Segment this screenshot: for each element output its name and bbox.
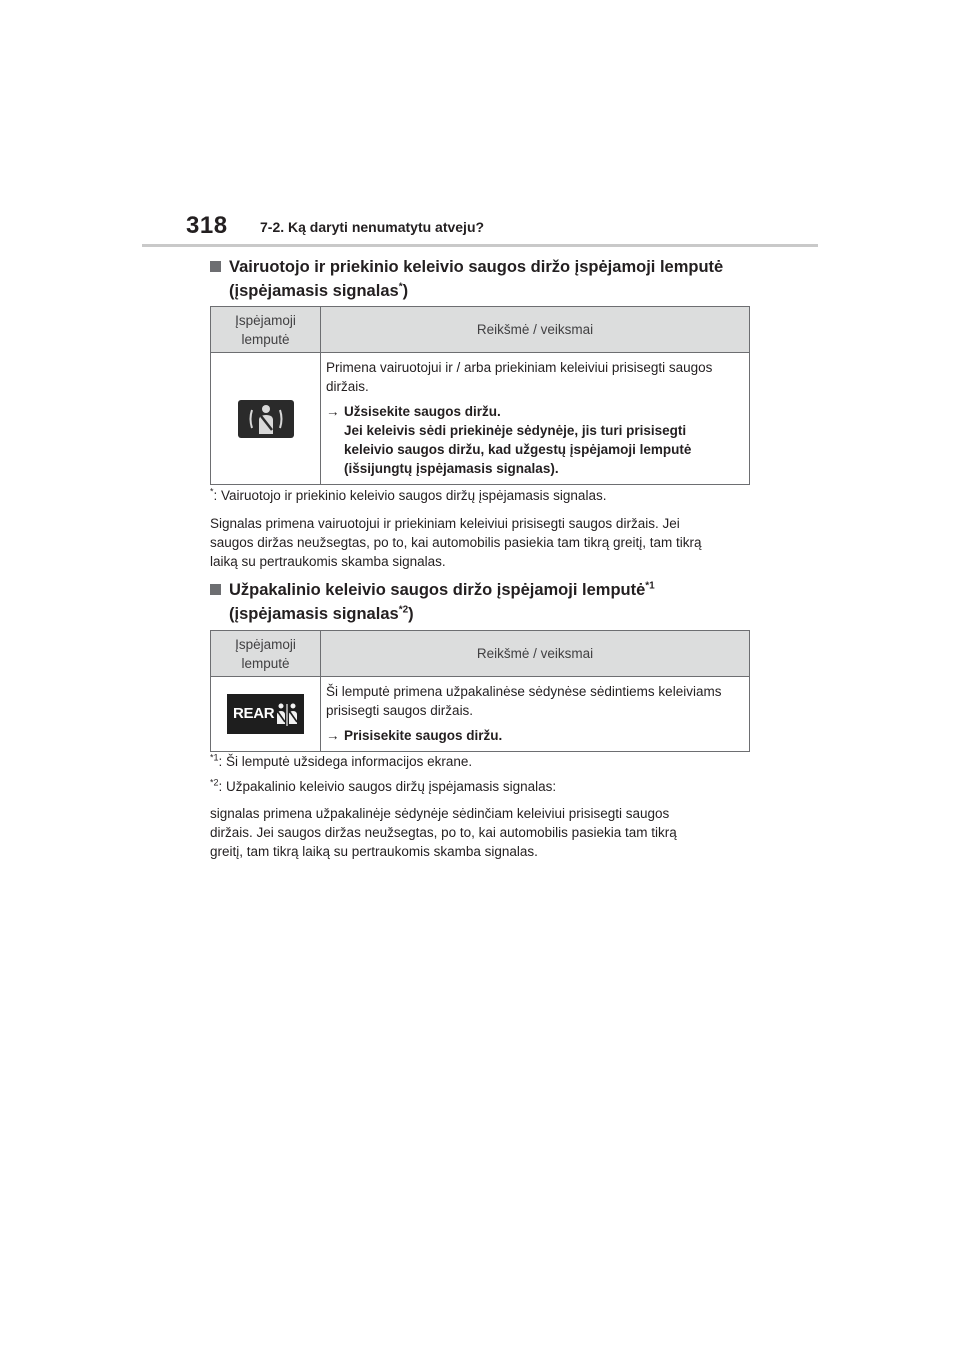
- page-number: 318: [186, 212, 228, 239]
- action-line: Prisisekite saugos diržu.: [344, 728, 503, 743]
- section1-heading: [210, 255, 770, 303]
- rear-icon-label: REAR: [233, 705, 275, 722]
- footnote: [210, 486, 755, 505]
- col-header-lamp-line1: Įspėjamoji: [235, 636, 296, 652]
- paragraph-line: Signalas primena vairuotojui ir priekiniam keleiviui prisisegti saugos diržais. Jei: [210, 516, 680, 531]
- table-row: [211, 677, 750, 752]
- action-line: (išsijungtų įspėjamasis signalas).: [344, 461, 559, 476]
- square-bullet-icon: [210, 261, 221, 272]
- footnote-marker: *1: [210, 752, 219, 763]
- table-header-row: [211, 631, 750, 677]
- action-line: Jei keleivis sėdi priekinėje sėdynėje, jis turi prisisegti: [344, 423, 687, 438]
- section2-heading-close: ): [408, 605, 414, 623]
- footnote-marker: *2: [210, 777, 219, 788]
- footnote-text: : Vairuotojo ir priekinio keleivio saugos diržų įspėjamasis signalas.: [213, 488, 607, 503]
- section2-heading-sup2: *2: [398, 604, 409, 616]
- section2-heading-text: Užpakalinio keleivio saugos diržo įspėjamoji lemputė: [229, 581, 646, 599]
- description-line: prisisegti saugos diržais.: [326, 703, 474, 718]
- description-cell: [321, 353, 750, 485]
- section2-heading-line2: [210, 602, 770, 626]
- section1-heading-line2: [210, 279, 770, 303]
- section1-heading-close: ): [402, 282, 409, 300]
- arrow-right-icon: →: [326, 404, 340, 419]
- page-header: [0, 0, 960, 250]
- paragraph-line: greitį, tam tikrą laiką su pertraukomis skamba signalas.: [210, 844, 538, 859]
- table-header-row: [211, 307, 750, 353]
- front-seatbelt-table: [210, 306, 750, 485]
- section1-heading-sup: *: [398, 281, 403, 293]
- col-header-lamp-line1: Įspėjamoji: [235, 312, 296, 328]
- col-header-meaning: Reikšmė / veiksmai: [321, 631, 750, 677]
- footnote-2: [210, 777, 755, 796]
- section2-heading-sup: *1: [645, 580, 655, 592]
- col-header-meaning: Reikšmė / veiksmai: [321, 307, 750, 353]
- footnote-1: [210, 752, 755, 771]
- section2-heading: [210, 578, 770, 626]
- section1-paragraph: [210, 514, 755, 571]
- seatbelt-warning-icon: [238, 400, 294, 438]
- section2-paragraph: [210, 804, 755, 861]
- section1-heading-line1: Vairuotojo ir priekinio keleivio saugos diržo įspėjamoji lemputė: [229, 258, 724, 276]
- icon-cell: [211, 353, 321, 485]
- paragraph-line: signalas primena užpakalinėje sėdynėje sėdinčiam keleiviui prisisegti saugos: [210, 806, 670, 821]
- col-header-lamp: [211, 307, 321, 353]
- paragraph-line: diržais. Jei saugos diržas neužsegtas, po to, kai automobilis pasiekia tam tikrą: [210, 825, 677, 840]
- paragraph-line: saugos diržas neužsegtas, po to, kai automobilis pasiekia tam tikrą greitį, tam tikrą: [210, 535, 702, 550]
- arrow-right-icon: →: [326, 728, 340, 743]
- rear-seatbelt-warning-icon: [227, 694, 304, 734]
- footnote-marker: *: [210, 486, 214, 497]
- description-line: diržais.: [326, 379, 369, 394]
- paragraph-line: laiką su pertraukomis skamba signalas.: [210, 554, 446, 569]
- action-line: keleivio saugos diržu, kad užgestų įspėjamoji lemputė: [344, 442, 692, 457]
- col-header-lamp-line2: lemputė: [241, 331, 290, 347]
- footnote-text: : Užpakalinio keleivio saugos diržų įspėjamasis signalas:: [218, 779, 557, 794]
- description-line: Primena vairuotojui ir / arba priekiniam keleiviui prisisegti saugos: [326, 360, 713, 375]
- col-header-lamp: [211, 631, 321, 677]
- section1-heading-text: (įspėjamasis signalas: [229, 282, 399, 300]
- icon-cell: [211, 677, 321, 752]
- section-title: 7-2. Ką daryti nenumatytu atveju?: [260, 219, 485, 235]
- table-row: [211, 353, 750, 485]
- action-line: Užsisekite saugos diržu.: [344, 404, 501, 419]
- footnote-text: : Ši lemputė užsidega informacijos ekrane.: [218, 754, 473, 769]
- section2-heading-text2: (įspėjamasis signalas: [229, 605, 399, 623]
- square-bullet-icon: [210, 584, 221, 595]
- description-line: Ši lemputė primena užpakalinėse sėdynėse sėdintiems keleiviams: [326, 684, 722, 699]
- action-block: [326, 726, 743, 745]
- rear-seatbelt-table: [210, 630, 750, 752]
- action-block: [326, 402, 743, 478]
- section2-heading-line1: [210, 578, 770, 602]
- header-divider: [142, 244, 818, 247]
- col-header-lamp-line2: lemputė: [241, 655, 290, 671]
- description-cell: [321, 677, 750, 752]
